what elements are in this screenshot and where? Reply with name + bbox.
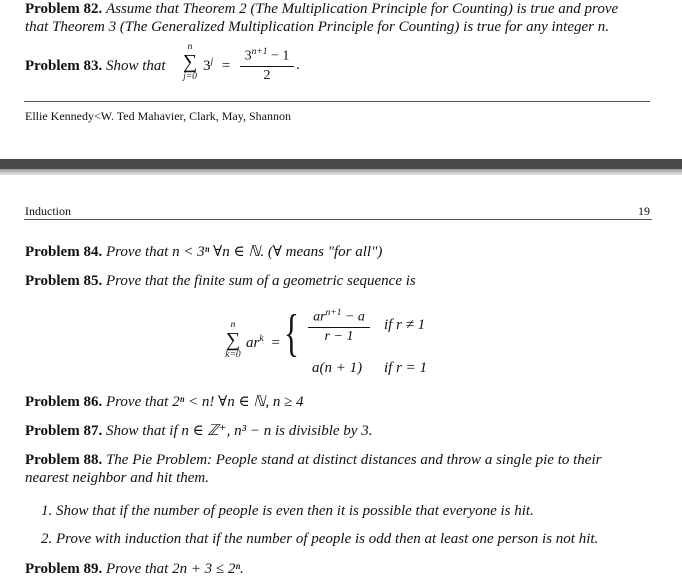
p85-sum-upper: n xyxy=(230,320,236,330)
problem-83-label: Problem 83. xyxy=(25,58,103,74)
running-header-left: Induction xyxy=(25,204,71,218)
p83-term-exp: j xyxy=(210,57,214,67)
sigma-icon: ∑ xyxy=(182,51,198,73)
p85-case1-num-rest: − a xyxy=(341,309,365,325)
problem-84 xyxy=(25,243,382,262)
p83-num-exp: n+1 xyxy=(251,47,268,57)
p85-case2-value: a(n + 1) xyxy=(312,360,363,376)
problem-83 xyxy=(25,57,166,76)
p83-fraction-bar xyxy=(240,66,294,67)
p83-sum-upper: n xyxy=(187,42,193,52)
p83-denominator: 2 xyxy=(263,67,271,83)
p83-term xyxy=(203,57,230,75)
p83-term-base: 3 xyxy=(203,58,211,74)
p85-equals: = xyxy=(271,335,280,351)
problem-88-text-line1: The Pie Problem: People stand at distinct distances and throw a single pie to their xyxy=(105,452,602,468)
problem-88-text-line2: nearest neighbor and hit them. xyxy=(25,470,210,486)
p85-case1-condition: if r ≠ 1 xyxy=(384,317,426,333)
running-header-rule xyxy=(24,219,652,220)
p85-case1-fraction-bar xyxy=(308,327,370,328)
problem-85 xyxy=(25,272,416,291)
problem-82-text-line2: that Theorem 3 (The Generalized Multiplication Principle for Counting) is true for any integer n. xyxy=(25,19,609,35)
p83-equals: = xyxy=(221,58,231,74)
p83-fraction xyxy=(238,44,296,84)
p85-term xyxy=(246,334,280,352)
p85-case1-denominator: r − 1 xyxy=(324,328,354,344)
p83-num-rest: − 1 xyxy=(267,48,290,64)
p85-case1-num-base: ar xyxy=(313,309,326,325)
list-item: 1. Show that if the number of people is even then it is possible that everyone is hit. xyxy=(41,503,534,519)
problem-87-label: Problem 87. xyxy=(25,423,103,439)
p83-sum-lower: j=0 xyxy=(183,72,197,82)
p85-term-exp: k xyxy=(259,334,264,344)
page-break-band-dark xyxy=(0,159,682,169)
problem-86 xyxy=(25,393,304,412)
problem-87-text: Show that if n ∈ ℤ⁺, n³ − n is divisible by 3. xyxy=(105,423,373,439)
problem-82-label: Problem 82. xyxy=(25,1,103,17)
problem-85-text: Prove that the finite sum of a geometric sequence is xyxy=(105,273,416,289)
page-break-band-light xyxy=(0,169,682,175)
brace-icon: { xyxy=(284,305,299,362)
authors-rule xyxy=(24,101,650,102)
p83-period: . xyxy=(296,57,300,73)
problem-82-text-line1: Assume that Theorem 2 (The Multiplication Principle for Counting) is true and prove xyxy=(105,1,619,17)
problem-88-label: Problem 88. xyxy=(25,452,103,468)
p85-case1-num-exp: n+1 xyxy=(325,308,342,318)
p85-sum-lower: k=0 xyxy=(225,350,241,360)
authors-line: Ellie Kennedy<W. Ted Mahavier, Clark, May, Shannon xyxy=(25,109,291,123)
problem-85-label: Problem 85. xyxy=(25,273,103,289)
problem-88 xyxy=(25,451,601,470)
list-item: 2. Prove with induction that if the number of people is odd then at least one person is not hit. xyxy=(41,531,599,547)
problem-84-label: Problem 84. xyxy=(25,244,103,260)
problem-89-label: Problem 89. xyxy=(25,561,103,577)
p83-num-base: 3 xyxy=(244,48,252,64)
problem-89 xyxy=(25,560,244,579)
sigma-icon: ∑ xyxy=(225,329,241,351)
running-header-page-number: 19 xyxy=(638,204,650,218)
p85-term-base: ar xyxy=(246,335,260,351)
p83-numerator xyxy=(238,44,296,65)
problem-86-text: Prove that 2ⁿ < n! ∀n ∈ ℕ, n ≥ 4 xyxy=(105,394,304,410)
problem-82 xyxy=(25,0,618,19)
problem-83-text: Show that xyxy=(105,58,166,74)
p85-case1-numerator xyxy=(306,305,372,326)
problem-84-text: Prove that n < 3ⁿ ∀n ∈ ℕ. (∀ means "for all") xyxy=(105,244,383,260)
problem-89-text: Prove that 2n + 3 ≤ 2ⁿ. xyxy=(105,561,244,577)
p85-sigma xyxy=(222,320,244,360)
p85-case1-fraction xyxy=(306,305,372,345)
p83-sigma xyxy=(180,42,200,82)
problem-86-label: Problem 86. xyxy=(25,394,103,410)
problem-87 xyxy=(25,422,372,441)
p85-case2-condition: if r = 1 xyxy=(384,360,428,376)
